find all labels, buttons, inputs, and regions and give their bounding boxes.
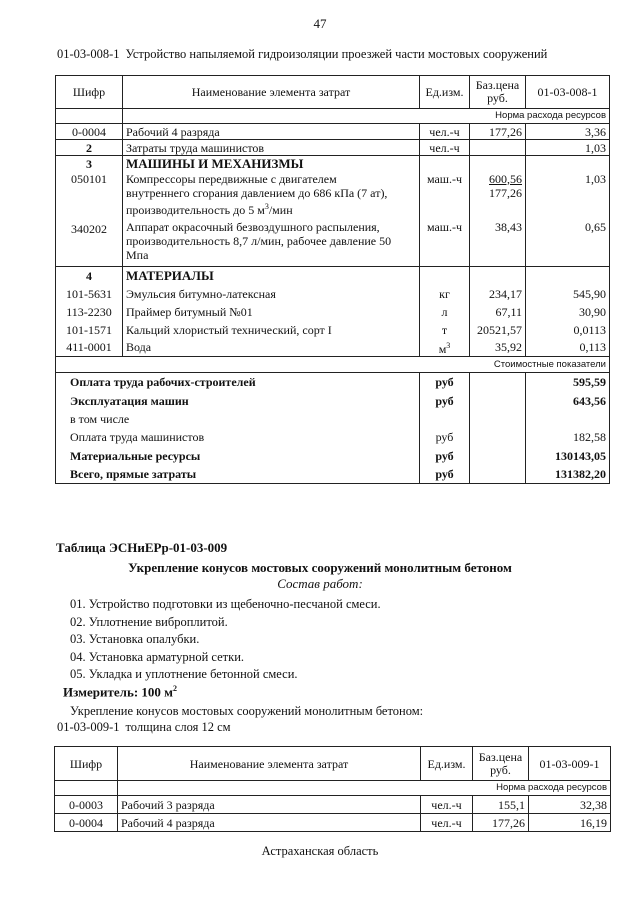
- total-row: [56, 392, 610, 410]
- superscript: 3: [446, 340, 451, 350]
- cell-price: 177,26: [470, 124, 526, 140]
- norm-label-row: [55, 781, 611, 796]
- cell-shifr: 101-1571: [56, 321, 123, 339]
- subtable-heading: [57, 720, 231, 735]
- cell-shifr: 2: [56, 140, 123, 156]
- cell-shifr: 050101: [56, 172, 123, 220]
- total-value: 182,58: [526, 428, 610, 447]
- total-unit: руб: [420, 447, 470, 465]
- price-line: 177,26: [489, 185, 522, 200]
- header-name: Наименование элемента затрат: [123, 76, 420, 109]
- cell-name: Рабочий 3 разряда: [118, 796, 421, 814]
- header-unit: Ед.изм.: [420, 76, 470, 109]
- section-row: [56, 267, 610, 285]
- total-row: [56, 373, 610, 392]
- cell-price: [470, 140, 526, 156]
- cell-shifr: 3: [56, 156, 123, 172]
- table-title: Таблица ЭСНиЕРр-01-03-009: [56, 540, 228, 555]
- cell-value: 0,65: [526, 220, 610, 267]
- cell-value: 3,36: [526, 124, 610, 140]
- cell-price: 177,26: [473, 814, 529, 832]
- table-header-row: [56, 76, 610, 109]
- cell-unit: кг: [420, 285, 470, 303]
- header-code: 01-03-008-1: [526, 76, 610, 109]
- section-title: МАШИНЫ И МЕХАНИЗМЫ: [123, 156, 420, 172]
- cell-price: 38,43: [470, 220, 526, 267]
- measure-line: [63, 684, 177, 700]
- cell-name: Эмульсия битумно-латексная: [123, 285, 420, 303]
- cell-unit: т: [420, 321, 470, 339]
- name-line: Компрессоры передвижные с двигателем: [126, 171, 337, 186]
- cell-unit: маш.-ч: [420, 172, 470, 220]
- works-list: [70, 596, 381, 684]
- cell-value: 30,90: [526, 303, 610, 321]
- name-text: /мин: [268, 202, 293, 217]
- section-subtitle: Укрепление конусов мостовых сооружений монолитным бетоном: [128, 560, 512, 575]
- total-name: Оплата труда машинистов: [56, 428, 420, 447]
- table-row: [56, 321, 610, 339]
- resource-table-2: [54, 746, 611, 832]
- cell-shifr: 101-5631: [56, 285, 123, 303]
- total-value: 131382,20: [526, 465, 610, 484]
- total-name: Всего, прямые затраты: [56, 465, 420, 484]
- cell-shifr: 340202: [56, 220, 123, 267]
- table-row: [56, 124, 610, 140]
- cell-value: 0,113: [526, 339, 610, 357]
- total-name: в том числе: [56, 410, 420, 428]
- cell-price: 234,17: [470, 285, 526, 303]
- table-row: [56, 140, 610, 156]
- header-unit: Ед.изм.: [421, 747, 473, 781]
- norm-label-row: [56, 109, 610, 124]
- header-shifr: Шифр: [56, 76, 123, 109]
- table-row: [55, 796, 611, 814]
- norm-label: Норма расхода ресурсов: [118, 781, 611, 796]
- cell-unit: чел.-ч: [420, 140, 470, 156]
- table-row: [56, 285, 610, 303]
- total-name: Материальные ресурсы: [56, 447, 420, 465]
- name-line: производительность 8,7 л/мин, рабочее давление 50: [126, 233, 392, 248]
- total-row: [56, 447, 610, 465]
- norm-label: Норма расхода ресурсов: [123, 109, 610, 124]
- total-unit: руб: [420, 373, 470, 392]
- cell-unit: л: [420, 303, 470, 321]
- superscript: 3: [264, 201, 269, 211]
- table1-heading: [57, 47, 547, 62]
- cell-price: 20521,57: [470, 321, 526, 339]
- table1-code: 01-03-008-1: [57, 47, 120, 61]
- cell-unit: чел.-ч: [421, 796, 473, 814]
- measure-text: Измеритель: 100 м: [63, 684, 174, 700]
- section-title: МАТЕРИАЛЫ: [123, 267, 420, 285]
- name-line: Аппарат окрасочный безвоздушного распыления,: [126, 219, 380, 234]
- cell-name: [123, 172, 420, 220]
- table1-title: Устройство напыляемой гидроизоляции проезжей части мостовых сооружений: [125, 47, 548, 61]
- list-item: 05. Укладка и уплотнение бетонной смеси.: [70, 667, 298, 681]
- cell-value: 1,03: [526, 140, 610, 156]
- total-row: [56, 465, 610, 484]
- unit-text: м: [438, 341, 447, 356]
- header-name: Наименование элемента затрат: [118, 747, 421, 781]
- list-item: 01. Устройство подготовки из щебеночно-песчаной смеси.: [70, 597, 381, 611]
- cell-shifr: 0-0004: [55, 814, 118, 832]
- total-value: 643,56: [526, 392, 610, 410]
- table-header-row: [55, 747, 611, 781]
- list-item: 03. Установка опалубки.: [70, 632, 200, 646]
- cell-name: Затраты труда машинистов: [123, 140, 420, 156]
- cell-shifr: 0-0003: [55, 796, 118, 814]
- cell-price: 67,11: [470, 303, 526, 321]
- cell-shifr: 4: [56, 267, 123, 285]
- total-unit: руб: [420, 392, 470, 410]
- subtable-code: 01-03-009-1: [57, 720, 120, 734]
- table-row: [56, 172, 610, 220]
- price-line: 600,56: [489, 171, 522, 186]
- cell-value: 1,03: [526, 172, 610, 220]
- name-text: производительность до 5 м: [126, 202, 265, 217]
- cell-unit: чел.-ч: [421, 814, 473, 832]
- total-name: Оплата труда рабочих-строителей: [56, 373, 420, 392]
- subtable-title: толщина слоя 12 см: [125, 720, 231, 734]
- page-footer: Астраханская область: [261, 844, 379, 858]
- cell-value: 16,19: [529, 814, 611, 832]
- table-row: [56, 339, 610, 357]
- section-row: [56, 156, 610, 172]
- composition-heading: Состав работ:: [277, 576, 363, 591]
- cell-shifr: 0-0004: [56, 124, 123, 140]
- superscript: 2: [173, 684, 178, 693]
- total-row: [56, 428, 610, 447]
- cell-name: Кальций хлористый технический, сорт I: [123, 321, 420, 339]
- cell-price: 35,92: [470, 339, 526, 357]
- table-row: [56, 220, 610, 267]
- total-row: [56, 410, 610, 428]
- cell-name: Праймер битумный №01: [123, 303, 420, 321]
- cell-name: Вода: [123, 339, 420, 357]
- header-price: Баз.цена руб.: [470, 76, 526, 109]
- cell-unit: чел.-ч: [420, 124, 470, 140]
- cell-price: 155,1: [473, 796, 529, 814]
- header-code: 01-03-009-1: [529, 747, 611, 781]
- total-value: 595,59: [526, 373, 610, 392]
- list-item: 02. Уплотнение виброплитой.: [70, 614, 228, 629]
- name-line: Мпа: [126, 247, 149, 262]
- table-row: [55, 814, 611, 832]
- cell-shifr: 411-0001: [56, 339, 123, 357]
- list-item: 04. Установка арматурной сетки.: [70, 649, 245, 664]
- total-unit: руб: [420, 465, 470, 484]
- cell-unit: маш.-ч: [420, 220, 470, 267]
- header-shifr: Шифр: [55, 747, 118, 781]
- name-line: внутреннего сгорания давлением до 686 кПа (7 ат),: [126, 185, 388, 200]
- header-price: Баз.цена руб.: [473, 747, 529, 781]
- cell-value: 32,38: [529, 796, 611, 814]
- cost-label-row: [56, 357, 610, 373]
- cell-value: 545,90: [526, 285, 610, 303]
- total-unit: руб: [420, 428, 470, 447]
- total-name: Эксплуатация машин: [56, 392, 420, 410]
- cell-value: 0,0113: [526, 321, 610, 339]
- cell-unit: [420, 339, 470, 357]
- cost-label: Стоимостные показатели: [56, 357, 610, 373]
- cell-shifr: 113-2230: [56, 303, 123, 321]
- page-number: 47: [313, 16, 327, 31]
- note-line: Укрепление конусов мостовых сооружений монолитным бетоном:: [70, 704, 424, 718]
- name-line: [126, 200, 416, 217]
- cell-price: [470, 172, 526, 220]
- cell-name: Рабочий 4 разряда: [123, 124, 420, 140]
- table-row: [56, 303, 610, 321]
- cell-name: [123, 220, 420, 267]
- cell-name: Рабочий 4 разряда: [118, 814, 421, 832]
- resource-table-1: [55, 75, 610, 484]
- total-value: 130143,05: [526, 447, 610, 465]
